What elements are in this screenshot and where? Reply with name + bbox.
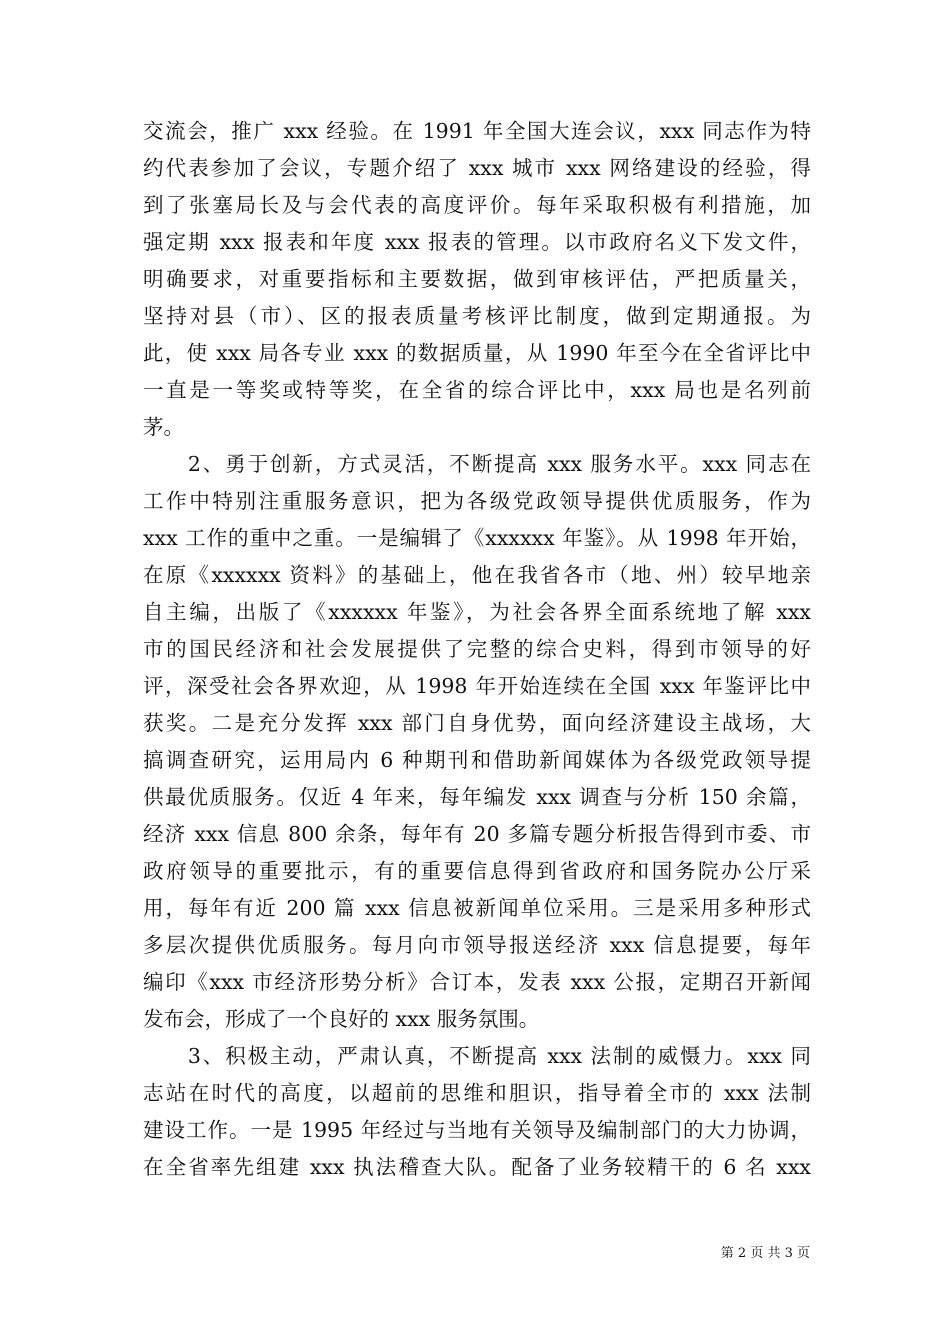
text-line: 3、积极主动，严肃认真，不断提高 xxx 法制的威慑力。xxx 同 [143,1044,811,1068]
text-line: 茅。 [143,415,184,439]
text-line: 经济 xxx 信息 800 余条，每年有 20 多篇专题分析报告得到市委、市 [143,822,811,846]
text-line: 市的国民经济和社会发展提供了完整的综合史料，得到市领导的好 [143,637,811,661]
text-line: 在全省率先组建 xxx 执法稽查大队。配备了业务较精干的 6 名 xxx [143,1155,811,1179]
text-line: 坚持对县（市）、区的报表质量考核评比制度，做到定期通报。为 [143,304,811,328]
text-line: 评，深受社会各界欢迎，从 1998 年开始连续在全国 xxx 年鉴评比中 [143,674,811,698]
text-line: 此，使 xxx 局各专业 xxx 的数据质量，从 1990 年至今在全省评比中 [143,341,811,365]
text-line: xxx 工作的重中之重。一是编辑了《xxxxxx 年鉴》。从 1998 年开始， [143,526,811,550]
text-line: 在原《xxxxxx 资料》的基础上，他在我省各市（地、州）较早地亲 [143,563,811,587]
text-line: 获奖。二是充分发挥 xxx 部门自身优势，面向经济建设主战场，大 [143,711,811,735]
text-line: 2、勇于创新，方式灵活，不断提高 xxx 服务水平。xxx 同志在 [143,452,811,476]
text-line: 强定期 xxx 报表和年度 xxx 报表的管理。以市政府名义下发文件， [143,230,811,254]
text-line: 工作中特别注重服务意识，把为各级党政领导提供优质服务，作为 [143,489,811,513]
text-line: 交流会，推广 xxx 经验。在 1991 年全国大连会议，xxx 同志作为特 [143,119,811,143]
text-line: 搞调查研究，运用局内 6 种期刊和借助新闻媒体为各级党政领导提 [143,748,811,772]
text-line: 建设工作。一是 1995 年经过与当地有关领导及编制部门的大力协调， [143,1118,811,1142]
text-line: 明确要求，对重要指标和主要数据，做到审核评估，严把质量关， [143,267,811,291]
text-line: 自主编，出版了《xxxxxx 年鉴》，为社会各界全面系统地了解 xxx [143,600,811,624]
text-line: 用，每年有近 200 篇 xxx 信息被新闻单位采用。三是采用多种形式 [143,896,811,920]
text-line: 政府领导的重要批示，有的重要信息得到省政府和国务院办公厅采 [143,859,811,883]
text-line: 约代表参加了会议，专题介绍了 xxx 城市 xxx 网络建设的经验，得 [143,156,811,180]
text-line: 多层次提供优质服务。每月向市领导报送经济 xxx 信息提要，每年 [143,933,811,957]
text-line: 供最优质服务。仅近 4 年来，每年编发 xxx 调查与分析 150 余篇， [143,785,811,809]
text-line: 到了张塞局长及与会代表的高度评价。每年采取积极有利措施，加 [143,193,811,217]
text-line: 志站在时代的高度，以超前的思维和胆识，指导着全市的 xxx 法制 [143,1081,811,1105]
text-line: 发布会，形成了一个良好的 xxx 服务氛围。 [143,1007,540,1031]
page-number: 第 2 页 共 3 页 [720,1246,810,1261]
text-line: 一直是一等奖或特等奖，在全省的综合评比中，xxx 局也是名列前 [143,378,811,402]
text-line: 编印《xxx 市经济形势分析》合订本，发表 xxx 公报，定期召开新闻 [143,970,811,994]
